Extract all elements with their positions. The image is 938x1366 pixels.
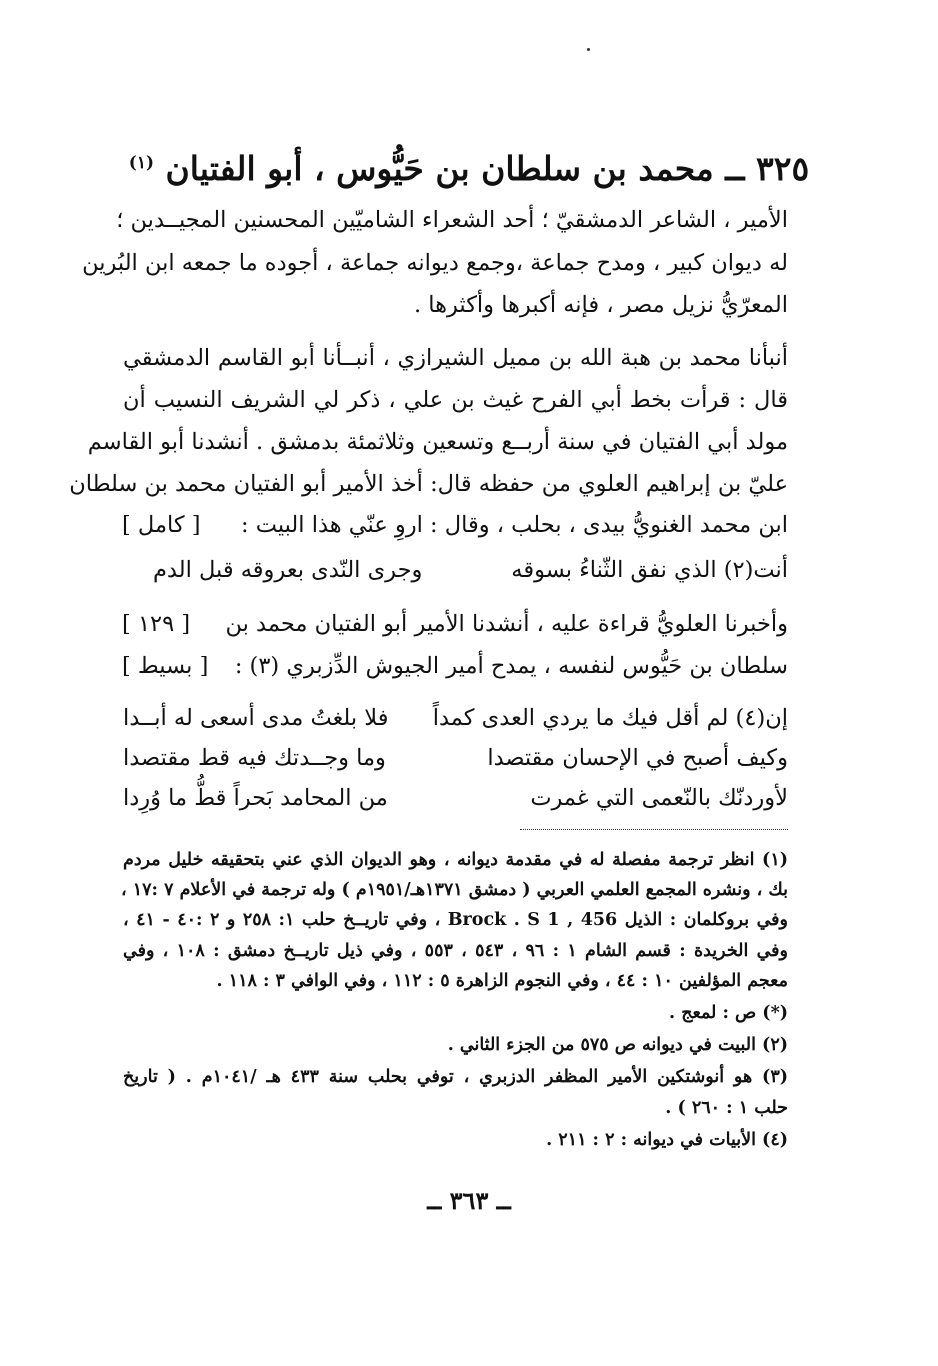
footnote-divider (520, 829, 788, 830)
reference-number: [ ١٢٩ ] (122, 611, 191, 637)
footnote-2: (٢) البيت في ديوانه ص ٥٧٥ من الجزء الثاني . (447, 1035, 788, 1055)
paragraph-3-line-2: سلطان بن حَيُّوس لنفسه ، يمدح أمير الجيوش الدِّزبري (٣) : (234, 653, 788, 679)
paragraph-2-line-1: أنبأنا محمد بن هبة الله بن مميل الشيرازي ، أنبــأنا أبو القاسم الدمشقي (123, 345, 788, 371)
footnote-1-line-2: بك ، ونشره المجمع العلمي العربي ( دمشق ١٣٧١هـ/١٩٥١م ) وله ترجمة في الأعلام ٧ :١٧ ، (120, 880, 788, 900)
poem-verse-3-first-hemistich: لأوردنّك بالنّعمى التي غمرت (530, 785, 788, 811)
footnote-1-line-3: وفي بروكلمان : الذيل Brock . S 1 , 456 ، وفي تاريــخ حلب ١: ٢٥٨ و ٢ :٤٠ - ٤١ ، (123, 910, 788, 930)
footnote-star: (*) ص : لمعج . (669, 1003, 788, 1023)
footnote-3-line-1: (٣) هو أنوشتكين الأمير المظفر الدزبري ، توفي بحلب سنة ٤٣٣ هـ /١٠٤١م . ( تاريخ (123, 1067, 788, 1087)
meter-label-basit: [ بسيط ] (122, 653, 209, 679)
footnote-1-line-5: معجم المؤلفين ١٠ : ٤٤ ، وفي النجوم الزاهرة ٥ : ١١٢ ، وفي الوافي ٣ : ١١٨ . (216, 971, 788, 991)
heading-footnote-marker: (١) (128, 153, 154, 173)
paragraph-2-line-4: عليّ بن إبراهيم العلوي من حفظه قال: أخذ الأمير أبو الفتيان محمد بن سلطان (69, 471, 788, 497)
paragraph-1-line-1: الأمير ، الشاعر الدمشقيّ ؛ أحد الشعراء الشاميّين المحسنين المجيــدين ؛ (116, 207, 788, 233)
paragraph-1-line-3: المعرّيُّ نزيل مصر ، فإنه أكبرها وأكثرها . (413, 292, 788, 318)
verse-1-second-hemistich: وجرى النّدى بعروقه قبل الدم (153, 557, 423, 583)
poem-verse-1-first-hemistich: إن(٤) لم أقل فيك ما يردي العدى كمداً (432, 705, 788, 731)
paragraph-2-line-2: قال : قرأت بخط أبي الفرح غيث بن علي ، ذكر لي الشريف النسيب أن (123, 387, 788, 413)
entry-title: ٣٢٥ ــ محمد بن سلطان بن حَيُّوس ، أبو الفتيان (165, 149, 810, 188)
footnote-3-line-2: حلب ١ : ٢٦٠ ) . (665, 1098, 788, 1118)
page-number: ــ ٣٦٣ ــ (427, 1186, 511, 1215)
paragraph-2-line-3: مولد أبي الفتيان في سنة أربــع وتسعين وثلاثمئة بدمشق . أنشدنا أبو القاسم (87, 429, 788, 455)
poem-verse-3-second-hemistich: من المحامد بَحراً قطُّ ما وُرِدا (123, 785, 388, 811)
footnote-4: (٤) الأبيات في ديوانه : ٢ : ٢١١ . (546, 1130, 788, 1150)
verse-1-first-hemistich: أنت(٢) الذي نفق الثّناءُ بسوقه (511, 557, 788, 583)
paragraph-3-line-1: وأخبرنا العلويُّ قراءة عليه ، أنشدنا الأمير أبو الفتيان محمد بن (225, 611, 788, 637)
paragraph-2-line-5: ابن محمد الغنويُّ بيدى ، بحلب ، وقال : اروِ عنّي هذا البيت : (241, 512, 788, 538)
entry-heading (0, 138, 938, 194)
poem-verse-1-second-hemistich: فلا بلغتُ مدى أسعى له أبــدا (123, 705, 389, 731)
ink-speck (587, 48, 590, 51)
meter-label-kamil: [ كامل ] (122, 512, 201, 538)
poem-verse-2-first-hemistich: وكيف أصبح في الإحسان مقتصدا (487, 745, 788, 771)
poem-verse-2-second-hemistich: وما وجــدتك فيه قط مقتصدا (123, 745, 386, 771)
paragraph-1-line-2: له ديوان كبير ، ومدح جماعة ،وجمع ديوانه جماعة ، أجوده ما جمعه ابن البُرين (82, 250, 788, 276)
footnote-1-line-4: وفي الخريدة : قسم الشام ١ : ٩٦ ، ٥٤٣ ، ٥٥٣ ، وفي ذيل تاريــخ دمشق : ١٠٨ ، وفي (123, 941, 788, 961)
footnote-1-line-1: (١) انظر ترجمة مفصلة له في مقدمة ديوانه ، وهو الديوان الذي عني بتحقيقه خليل مردم (123, 850, 788, 870)
